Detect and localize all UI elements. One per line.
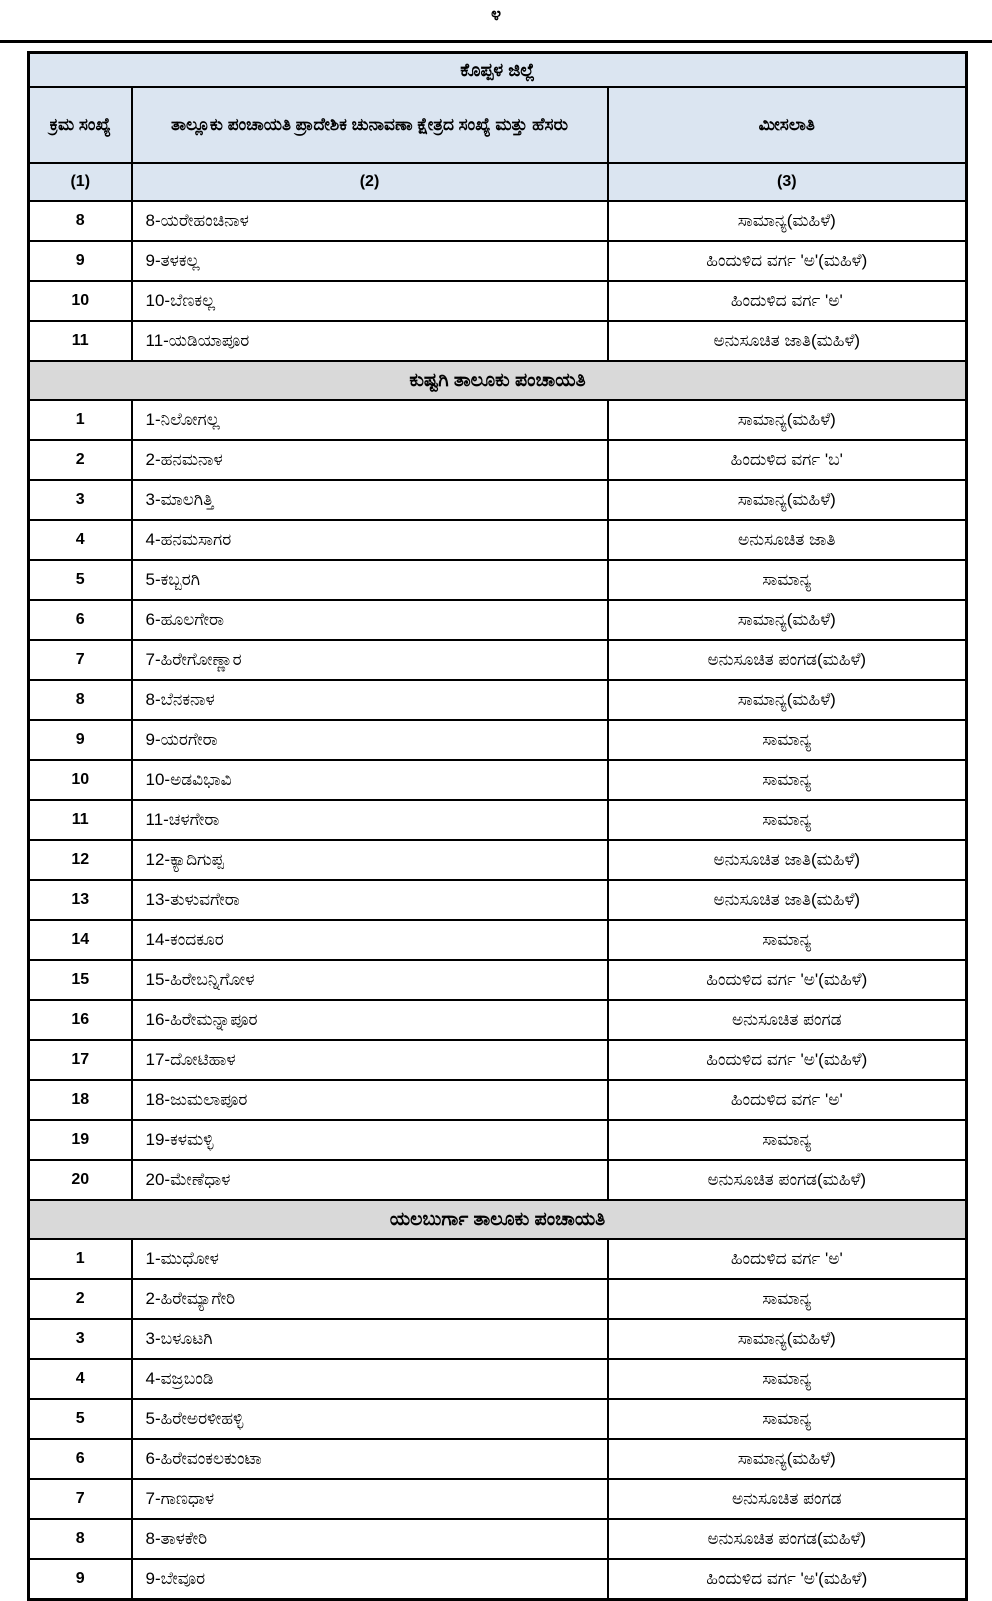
table-row [29, 1040, 967, 1080]
serial-number-cell: 5 [29, 1399, 132, 1439]
serial-number-cell: 9 [29, 720, 132, 760]
constituency-reservation-table [27, 51, 968, 1601]
table-row [29, 1279, 967, 1319]
table-row [29, 880, 967, 920]
serial-number-cell: 2 [29, 440, 132, 480]
serial-number-cell: 4 [29, 1359, 132, 1399]
constituency-name-cell: 17-ದೋಟಿಹಾಳ [132, 1040, 608, 1080]
table-row [29, 321, 967, 361]
table-row [29, 201, 967, 241]
table-row [29, 520, 967, 560]
constituency-name-cell: 14-ಕಂದಕೂರ [132, 920, 608, 960]
reservation-cell: ಹಿಂದುಳಿದ ವರ್ಗ 'ಬ' [608, 440, 967, 480]
section-header-row [29, 361, 967, 400]
table-row [29, 1120, 967, 1160]
constituency-name-cell: 18-ಜುಮಲಾಪೂರ [132, 1080, 608, 1120]
reservation-cell: ಹಿಂದುಳಿದ ವರ್ಗ 'ಅ'(ಮಹಿಳೆ) [608, 960, 967, 1000]
table-row [29, 440, 967, 480]
reservation-cell: ಸಾಮಾನ್ಯ [608, 1399, 967, 1439]
serial-number-cell: 14 [29, 920, 132, 960]
constituency-name-cell: 6-ಹೂಲಗೇರಾ [132, 600, 608, 640]
reservation-cell: ಹಿಂದುಳಿದ ವರ್ಗ 'ಅ'(ಮಹಿಳೆ) [608, 1040, 967, 1080]
column-header-serial-number: ಕ್ರಮ ಸಂಖ್ಯೆ [29, 87, 132, 163]
serial-number-cell: 1 [29, 400, 132, 440]
constituency-name-cell: 1-ನಿಲೋಗಲ್ಲ [132, 400, 608, 440]
section-header: ಕುಷ್ಟಗಿ ತಾಲೂಕು ಪಂಚಾಯತಿ [29, 361, 967, 400]
serial-number-cell: 9 [29, 241, 132, 281]
constituency-name-cell: 5-ಹಿರೇಅರಳೀಹಳ್ಳಿ [132, 1399, 608, 1439]
constituency-name-cell: 9-ತಳಕಲ್ಲ [132, 241, 608, 281]
table-row [29, 1519, 967, 1559]
constituency-name-cell: 8-ಬೆನಕನಾಳ [132, 680, 608, 720]
table-row [29, 1319, 967, 1359]
constituency-name-cell: 13-ತುಳುವಗೇರಾ [132, 880, 608, 920]
serial-number-cell: 16 [29, 1000, 132, 1040]
constituency-name-cell: 7-ಹಿರೇಗೋಣ್ಣಾರ [132, 640, 608, 680]
constituency-name-cell: 9-ಯರಗೇರಾ [132, 720, 608, 760]
column-header-reservation: ಮೀಸಲಾತಿ [608, 87, 967, 163]
constituency-name-cell: 6-ಹಿರೇವಂಕಲಕುಂಟಾ [132, 1439, 608, 1479]
serial-number-cell: 10 [29, 760, 132, 800]
constituency-name-cell: 7-ಗಾಣಧಾಳ [132, 1479, 608, 1519]
constituency-name-cell: 11-ಚಳಗೇರಾ [132, 800, 608, 840]
constituency-name-cell: 11-ಯಡಿಯಾಪೂರ [132, 321, 608, 361]
serial-number-cell: 3 [29, 480, 132, 520]
serial-number-cell: 20 [29, 1160, 132, 1200]
table-row [29, 1359, 967, 1399]
constituency-name-cell: 4-ವಜ್ರಬಂಡಿ [132, 1359, 608, 1399]
table-row [29, 680, 967, 720]
table-row [29, 960, 967, 1000]
reservation-cell: ಸಾಮಾನ್ಯ [608, 720, 967, 760]
serial-number-cell: 13 [29, 880, 132, 920]
table-row [29, 1160, 967, 1200]
table-row [29, 600, 967, 640]
constituency-name-cell: 19-ಕಳಮಳ್ಳಿ [132, 1120, 608, 1160]
reservation-cell: ಹಿಂದುಳಿದ ವರ್ಗ 'ಅ' [608, 1239, 967, 1279]
column-index-2: (2) [132, 163, 608, 201]
table-row [29, 480, 967, 520]
reservation-cell: ಅನುಸೂಚಿತ ಪಂಗಡ(ಮಹಿಳೆ) [608, 1519, 967, 1559]
table-row [29, 1479, 967, 1519]
constituency-name-cell: 3-ಮಾಲಗಿತ್ತಿ [132, 480, 608, 520]
serial-number-cell: 15 [29, 960, 132, 1000]
reservation-cell: ಹಿಂದುಳಿದ ವರ್ಗ 'ಅ'(ಮಹಿಳೆ) [608, 1559, 967, 1600]
table-row [29, 560, 967, 600]
reservation-cell: ಸಾಮಾನ್ಯ [608, 1359, 967, 1399]
table-row [29, 1000, 967, 1040]
serial-number-cell: 3 [29, 1319, 132, 1359]
serial-number-cell: 11 [29, 321, 132, 361]
serial-number-cell: 7 [29, 1479, 132, 1519]
reservation-cell: ಸಾಮಾನ್ಯ [608, 760, 967, 800]
serial-number-cell: 8 [29, 1519, 132, 1559]
constituency-name-cell: 16-ಹಿರೇಮನ್ನಾಪೂರ [132, 1000, 608, 1040]
serial-number-cell: 8 [29, 201, 132, 241]
table-row [29, 400, 967, 440]
table-row [29, 800, 967, 840]
serial-number-cell: 18 [29, 1080, 132, 1120]
constituency-name-cell: 2-ಹನಮನಾಳ [132, 440, 608, 480]
reservation-cell: ಸಾಮಾನ್ಯ(ಮಹಿಳೆ) [608, 680, 967, 720]
reservation-cell: ಅನುಸೂಚಿತ ಜಾತಿ(ಮಹಿಳೆ) [608, 840, 967, 880]
column-index-1: (1) [29, 163, 132, 201]
constituency-name-cell: 9-ಬೇವೂರ [132, 1559, 608, 1600]
reservation-cell: ಹಿಂದುಳಿದ ವರ್ಗ 'ಅ'(ಮಹಿಳೆ) [608, 241, 967, 281]
reservation-cell: ಸಾಮಾನ್ಯ(ಮಹಿಳೆ) [608, 1319, 967, 1359]
table-row [29, 1399, 967, 1439]
reservation-cell: ಸಾಮಾನ್ಯ [608, 560, 967, 600]
reservation-cell: ಹಿಂದುಳಿದ ವರ್ಗ 'ಅ' [608, 281, 967, 321]
reservation-cell: ಸಾಮಾನ್ಯ(ಮಹಿಳೆ) [608, 600, 967, 640]
table-row [29, 1439, 967, 1479]
constituency-name-cell: 20-ಮೇಣೆಧಾಳ [132, 1160, 608, 1200]
table-row [29, 1559, 967, 1600]
table-row [29, 640, 967, 680]
serial-number-cell: 12 [29, 840, 132, 880]
reservation-cell: ಹಿಂದುಳಿದ ವರ್ಗ 'ಅ' [608, 1080, 967, 1120]
table-row [29, 920, 967, 960]
table-row [29, 840, 967, 880]
constituency-name-cell: 5-ಕಬ್ಬರಗಿ [132, 560, 608, 600]
reservation-cell: ಅನುಸೂಚಿತ ಪಂಗಡ(ಮಹಿಳೆ) [608, 1160, 967, 1200]
reservation-cell: ಸಾಮಾನ್ಯ(ಮಹಿಳೆ) [608, 1439, 967, 1479]
reservation-cell: ಅನುಸೂಚಿತ ಪಂಗಡ [608, 1479, 967, 1519]
serial-number-cell: 11 [29, 800, 132, 840]
reservation-cell: ಸಾಮಾನ್ಯ [608, 800, 967, 840]
section-header: ಯಲಬುರ್ಗಾ ತಾಲೂಕು ಪಂಚಾಯತಿ [29, 1200, 967, 1239]
table-row [29, 1239, 967, 1279]
table-row [29, 281, 967, 321]
serial-number-cell: 4 [29, 520, 132, 560]
constituency-name-cell: 3-ಬಳೂಟಗಿ [132, 1319, 608, 1359]
column-header-constituency-name: ತಾಲ್ಲೂಕು ಪಂಚಾಯತಿ ಪ್ರಾದೇಶಿಕ ಚುನಾವಣಾ ಕ್ಷೇತ್ರದ ಸಂಖ್ಯೆ ಮತ್ತು ಹೆಸರು [132, 87, 608, 163]
constituency-name-cell: 1-ಮುಧೋಳ [132, 1239, 608, 1279]
page-header-rule [0, 40, 992, 43]
serial-number-cell: 19 [29, 1120, 132, 1160]
constituency-name-cell: 15-ಹಿರೇಬನ್ನಿಗೋಳ [132, 960, 608, 1000]
reservation-cell: ಸಾಮಾನ್ಯ(ಮಹಿಳೆ) [608, 480, 967, 520]
serial-number-cell: 1 [29, 1239, 132, 1279]
constituency-name-cell: 4-ಹನಮಸಾಗರ [132, 520, 608, 560]
page-number: ೪ [490, 4, 502, 24]
reservation-cell: ಅನುಸೂಚಿತ ಪಂಗಡ [608, 1000, 967, 1040]
constituency-name-cell: 2-ಹಿರೇಮ್ಯಾಗೇರಿ [132, 1279, 608, 1319]
constituency-name-cell: 8-ತಾಳಕೇರಿ [132, 1519, 608, 1559]
constituency-name-cell: 10-ಅಡವಿಭಾವಿ [132, 760, 608, 800]
reservation-cell: ಅನುಸೂಚಿತ ಪಂಗಡ(ಮಹಿಳೆ) [608, 640, 967, 680]
serial-number-cell: 5 [29, 560, 132, 600]
serial-number-cell: 8 [29, 680, 132, 720]
district-header: ಕೊಪ್ಪಳ ಜಿಲ್ಲೆ [29, 53, 967, 88]
reservation-cell: ಸಾಮಾನ್ಯ [608, 1279, 967, 1319]
table-row [29, 760, 967, 800]
serial-number-cell: 2 [29, 1279, 132, 1319]
serial-number-cell: 6 [29, 600, 132, 640]
reservation-cell: ಸಾಮಾನ್ಯ(ಮಹಿಳೆ) [608, 201, 967, 241]
serial-number-cell: 10 [29, 281, 132, 321]
reservation-cell: ಅನುಸೂಚಿತ ಜಾತಿ(ಮಹಿಳೆ) [608, 321, 967, 361]
serial-number-cell: 7 [29, 640, 132, 680]
serial-number-cell: 6 [29, 1439, 132, 1479]
constituency-name-cell: 12-ಕ್ಯಾದಿಗುಪ್ಪ [132, 840, 608, 880]
reservation-cell: ಅನುಸೂಚಿತ ಜಾತಿ [608, 520, 967, 560]
reservation-cell: ಸಾಮಾನ್ಯ [608, 920, 967, 960]
serial-number-cell: 9 [29, 1559, 132, 1600]
reservation-cell: ಅನುಸೂಚಿತ ಜಾತಿ(ಮಹಿಳೆ) [608, 880, 967, 920]
constituency-name-cell: 8-ಯರೇಹಂಚಿನಾಳ [132, 201, 608, 241]
table-row [29, 720, 967, 760]
table-row [29, 1080, 967, 1120]
reservation-cell: ಸಾಮಾನ್ಯ(ಮಹಿಳೆ) [608, 400, 967, 440]
serial-number-cell: 17 [29, 1040, 132, 1080]
reservation-cell: ಸಾಮಾನ್ಯ [608, 1120, 967, 1160]
table-row [29, 241, 967, 281]
constituency-name-cell: 10-ಬೆಣಕಲ್ಲ [132, 281, 608, 321]
column-index-3: (3) [608, 163, 967, 201]
section-header-row [29, 1200, 967, 1239]
